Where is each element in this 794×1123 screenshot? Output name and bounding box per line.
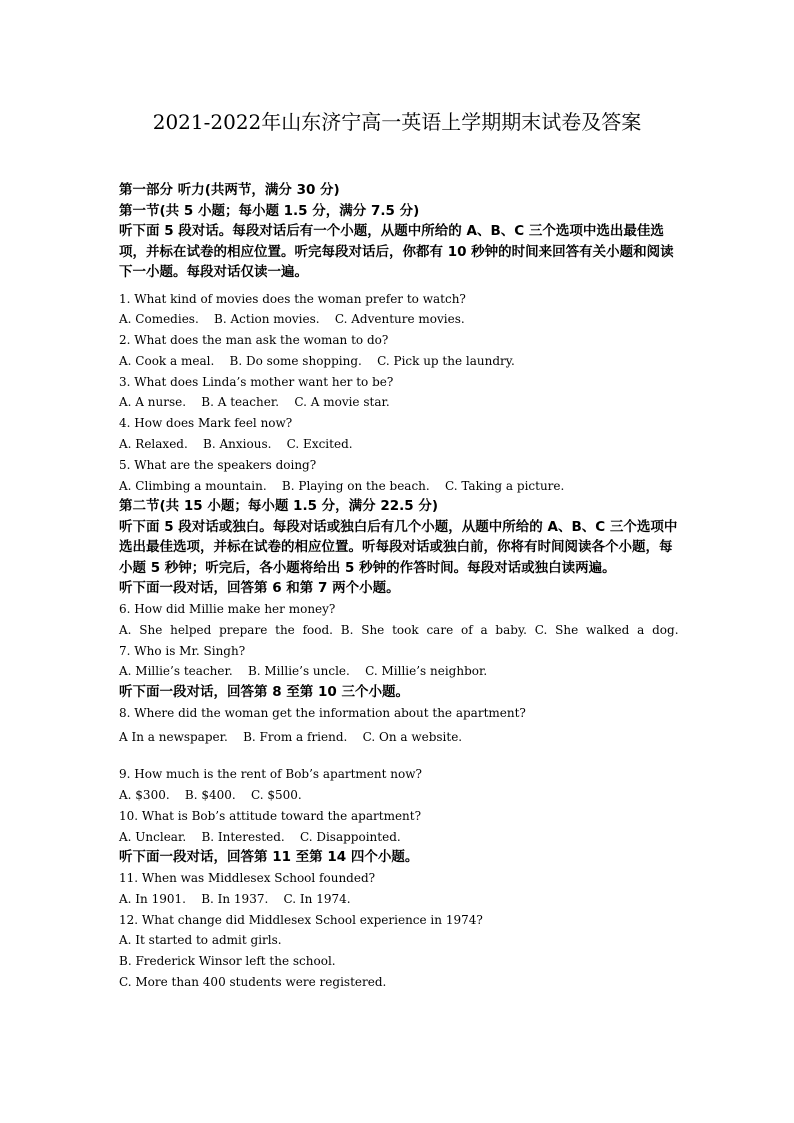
section-instruction: 听下面 5 段对话。每段对话后有一个小题，从题中所给的 A、B、C 三个选项中选出最佳选项，并标在试卷的相应位置。听完每段对话后，你都有 10 秒钟的时间来回答有关小题和阅读下一小题。每段对话仅读一遍。 bbox=[119, 223, 674, 280]
section-heading: 第一节(共 5 小题；每小题 1.5 分，满分 7.5 分) bbox=[119, 202, 420, 219]
question-options: A. Cook a meal. B. Do some shopping. C. Pick up the laundry. bbox=[119, 353, 515, 368]
question-stem: 6. How did Millie make her money? bbox=[119, 601, 336, 616]
group-instruction: 听下面一段对话，回答第 8 至第 10 三个小题。 bbox=[119, 684, 409, 701]
question-stem: 10. What is Bob’s attitude toward the apartment? bbox=[119, 808, 422, 823]
group-instruction: 听下面一段对话，回答第 11 至第 14 四个小题。 bbox=[119, 849, 419, 866]
question-stem: 9. How much is the rent of Bob’s apartment now? bbox=[119, 767, 422, 782]
question-stem: 5. What are the speakers doing? bbox=[119, 457, 317, 472]
question-stem: 3. What does Linda’s mother want her to be? bbox=[119, 374, 394, 389]
page-title: 2021-2022年山东济宁高一英语上学期期末试卷及答案 bbox=[152, 110, 642, 134]
section-instruction: 听下面 5 段对话或独白。每段对话或独白后有几个小题，从题中所给的 A、B、C 三个选项中选出最佳选项，并标在试卷的相应位置。听每段对话或独白前，你将有时间阅读各个小题，每小题 5 秒钟；听完后，各小题将给出 5 秒钟的作答时间。每段对话或独白读两遍。 bbox=[119, 518, 678, 576]
question-options: A. A nurse. B. A teacher. C. A movie star. bbox=[119, 395, 390, 410]
question-stem: 7. Who is Mr. Singh? bbox=[119, 643, 246, 658]
exam-content bbox=[119, 180, 679, 993]
option-b: B. Frederick Winsor left the school. bbox=[119, 954, 336, 969]
part-heading: 第一部分 听力(共两节，满分 30 分) bbox=[119, 182, 340, 198]
question-options: A. $300. B. $400. C. $500. bbox=[119, 788, 302, 803]
question-options: A. Relaxed. B. Anxious. C. Excited. bbox=[119, 437, 353, 452]
question-options: A In a newspaper. B. From a friend. C. On a website. bbox=[119, 730, 463, 745]
question-stem: 12. What change did Middlesex School experience in 1974? bbox=[119, 912, 483, 927]
question-stem: 4. How does Mark feel now? bbox=[119, 416, 293, 431]
question-stem: 11. When was Middlesex School founded? bbox=[119, 870, 376, 885]
group-instruction: 听下面一段对话，回答第 6 和第 7 两个小题。 bbox=[119, 580, 400, 597]
section-heading: 第二节(共 15 小题；每小题 1.5 分，满分 22.5 分) bbox=[119, 498, 439, 515]
question-stem: 8. Where did the woman get the information about the apartment? bbox=[119, 705, 526, 720]
question-options: A. Millie’s teacher. B. Millie’s uncle. C. Millie’s neighbor. bbox=[119, 664, 488, 679]
question-stem: 2. What does the man ask the woman to do? bbox=[119, 333, 389, 348]
option-a: A. It started to admit girls. bbox=[119, 933, 282, 948]
question-options: A. Climbing a mountain. B. Playing on the beach. C. Taking a picture. bbox=[119, 478, 565, 493]
option-c: C. More than 400 students were registered. bbox=[119, 974, 387, 989]
question-stem: 1. What kind of movies does the woman prefer to watch? bbox=[119, 291, 466, 306]
question-options: A. In 1901. B. In 1937. C. In 1974. bbox=[119, 891, 351, 906]
question-options: A. She helped prepare the food. B. She took care of a baby. C. She walked a dog. bbox=[119, 622, 679, 637]
question-options: A. Unclear. B. Interested. C. Disappointed. bbox=[119, 829, 401, 844]
question-options: A. Comedies. B. Action movies. C. Adventure movies. bbox=[119, 312, 465, 327]
